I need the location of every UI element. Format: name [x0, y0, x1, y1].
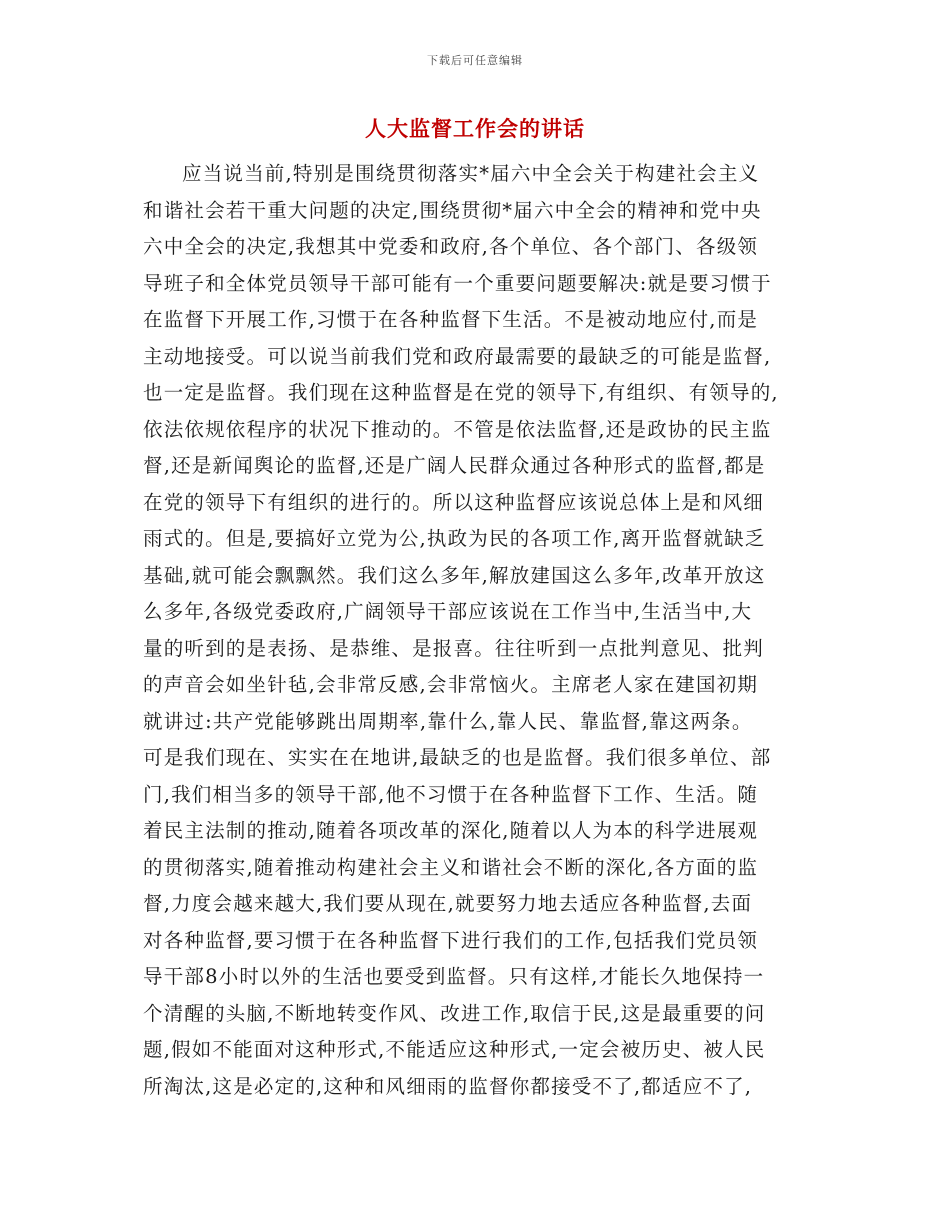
body-line: 就讲过:共产党能够跳出周期率,靠什么,靠人民、靠监督,靠这两条。: [143, 709, 753, 733]
body-line: 六中全会的决定,我想其中党委和政府,各个单位、各个部门、各级领: [143, 235, 759, 258]
body-line: 所淘汰,这是必定的,这种和风细雨的监督你都接受不了,都适应不了,: [143, 1074, 753, 1098]
body-line: 可是我们现在、实实在在地讲,最缺乏的也是监督。我们很多单位、部: [143, 746, 772, 769]
body-line: 基础,就可能会飘飘然。我们这么多年,解放建国这么多年,改革开放这: [143, 563, 766, 587]
body-line: 导干部8小时以外的生活也要受到监督。只有这样,才能长久地保持一: [143, 965, 765, 988]
body-line: 雨式的。但是,要搞好立党为公,执政为民的各项工作,离开监督就缺乏: [143, 527, 766, 550]
body-line: 的声音会如坐针毡,会非常反感,会非常恼火。主席老人家在建国初期: [143, 673, 759, 696]
body-line: 量的听到的是表扬、是恭维、是报喜。往往听到一点批判意见、批判: [143, 636, 765, 660]
body-line: 和谐社会若干重大问题的决定,围绕贯彻*届六中全会的精神和党中央: [143, 198, 762, 222]
body-line: 督,还是新闻舆论的监督,还是广阔人民群众通过各种形式的监督,都是: [143, 454, 766, 477]
body-line: 督,力度会越来越大,我们要从现在,就要努力地去适应各种监督,去面: [143, 892, 753, 915]
document-title: 人大监督工作会的讲话: [365, 116, 585, 141]
download-note: 下载后可任意编辑: [427, 54, 523, 67]
body-line: 应当说当前,特别是围绕贯彻落实*届六中全会关于构建社会主义: [182, 162, 760, 185]
body-line: 题,假如不能面对这种形式,不能适应这种形式,一定会被历史、被人民: [143, 1038, 766, 1061]
body-line: 个清醒的头脑,不断地转变作风、改进工作,取信于民,这是最重要的问: [143, 1001, 766, 1025]
body-line: 也一定是监督。我们现在这种监督是在党的领导下,有组织、有领导的,: [143, 381, 779, 404]
body-line: 在监督下开展工作,习惯于在各种监督下生活。不是被动地应付,而是: [143, 308, 759, 331]
body-line: 主动地接受。可以说当前我们党和政府最需要的最缺乏的可能是监督,: [143, 344, 772, 368]
body-line: 门,我们相当多的领导干部,他不习惯于在各种监督下工作、生活。随: [143, 782, 759, 806]
body-line: 着民主法制的推动,随着各项改革的深化,随着以人为本的科学进展观: [143, 819, 759, 842]
document-body: [143, 156, 823, 1105]
body-line: 对各种监督,要习惯于在各种监督下进行我们的工作,包括我们党员领: [143, 928, 759, 952]
body-line: 依法依规依程序的状况下推动的。不管是依法监督,还是政协的民主监: [143, 417, 772, 441]
body-line: 导班子和全体党员领导干部可能有一个重要问题要解决:就是要习惯于: [143, 271, 772, 295]
body-line: 么多年,各级党委政府,广阔领导干部应该说在工作当中,生活当中,大: [143, 600, 753, 623]
body-line: 的贯彻落实,随着推动构建社会主义和谐社会不断的深化,各方面的监: [143, 855, 759, 879]
body-line: 在党的领导下有组织的进行的。所以这种监督应该说总体上是和风细: [143, 490, 765, 514]
